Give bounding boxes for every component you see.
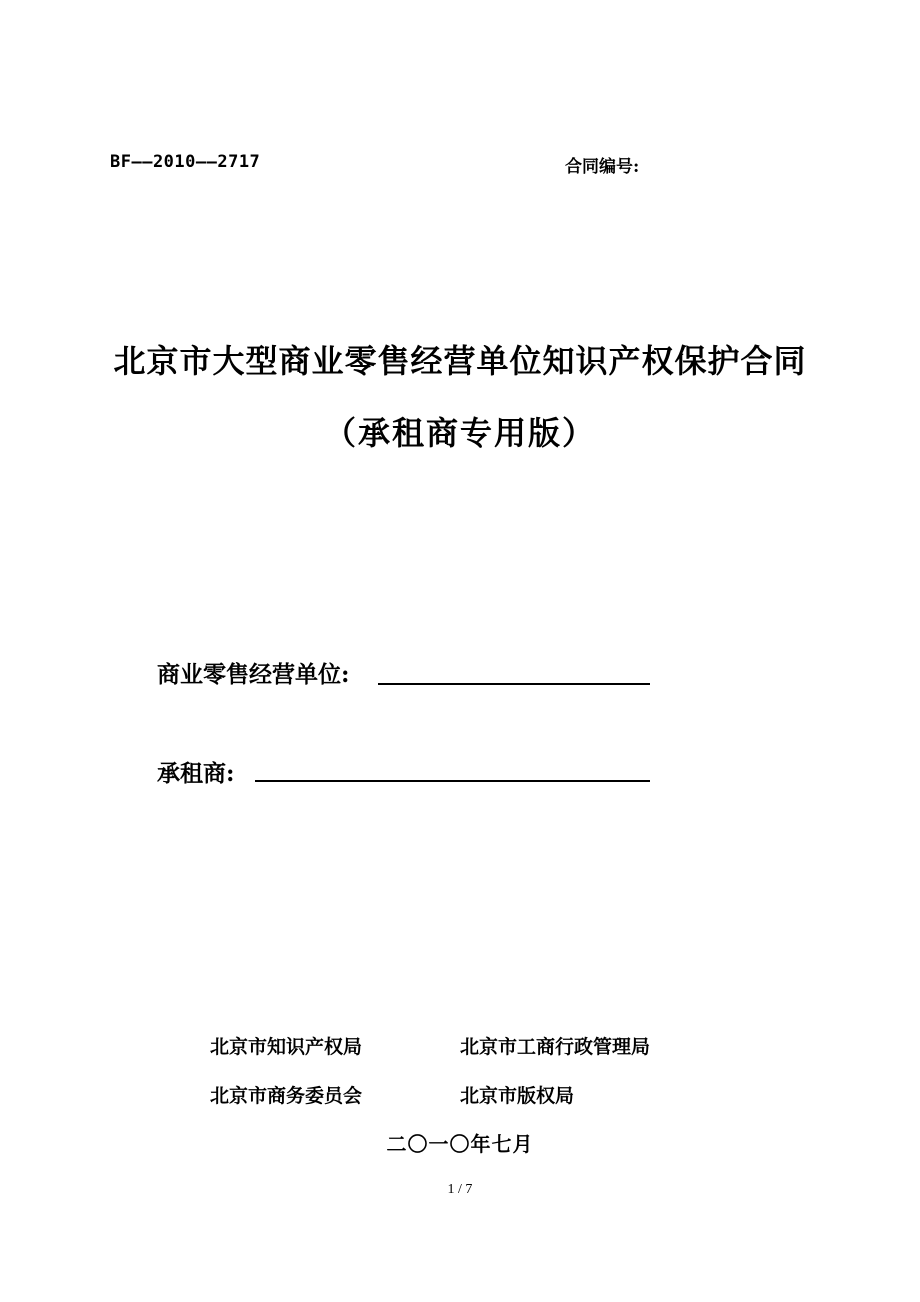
contract-number-label: 合同编号: <box>565 157 640 177</box>
issue-date: 二〇一〇年七月 <box>386 1132 534 1156</box>
issuer-ip-office: 北京市知识产权局 <box>210 1036 363 1058</box>
retail-unit-blank-line <box>378 683 650 685</box>
document-subtitle: （承租商专用版） <box>323 414 596 452</box>
document-title: 北京市大型商业零售经营单位知识产权保护合同 <box>113 342 807 380</box>
page-number: 1 / 7 <box>447 1182 473 1197</box>
issuer-copyright-office: 北京市版权局 <box>460 1085 575 1107</box>
document-code: BF——2010——2717 <box>110 152 261 172</box>
retail-unit-label: 商业零售经营单位: <box>157 661 350 688</box>
issuer-industry-commerce-admin: 北京市工商行政管理局 <box>460 1036 651 1058</box>
issuer-commerce-commission: 北京市商务委员会 <box>210 1085 363 1107</box>
tenant-label: 承租商: <box>157 760 235 787</box>
tenant-blank-line <box>255 780 650 782</box>
